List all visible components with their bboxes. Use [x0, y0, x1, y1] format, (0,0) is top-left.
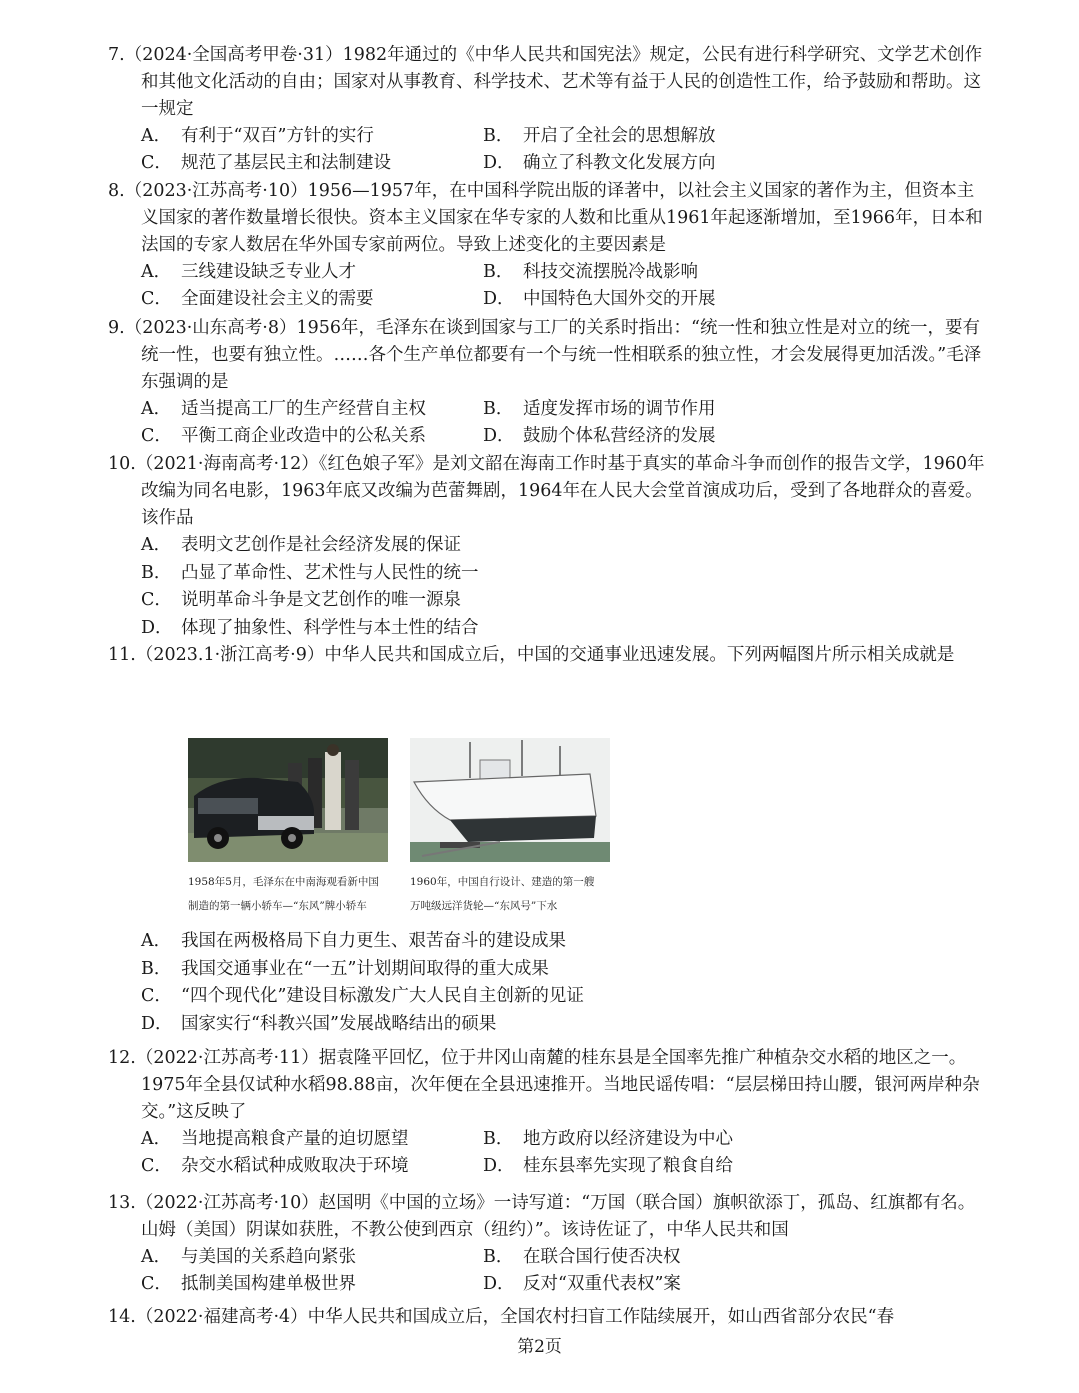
option-label: D．	[483, 1274, 515, 1294]
option-text: 表明文艺创作是社会经济发展的保证	[181, 535, 461, 555]
question-9-stem-line	[108, 315, 988, 396]
option-text: 适度发挥市场的调节作用	[523, 399, 716, 419]
option-a[interactable]	[141, 532, 988, 560]
options-grid	[108, 1126, 988, 1180]
question-stem: （2023.1·浙江高考·9）中华人民共和国成立后，中国的交通事业迅速发展。下列两幅图片所示相关成就是	[135, 645, 955, 665]
option-d[interactable]	[483, 286, 825, 313]
option-text: 反对“双重代表权”案	[523, 1274, 681, 1294]
option-label: B．	[483, 126, 514, 146]
option-label: D．	[483, 153, 515, 173]
question-stem: （2021·海南高考·12）《红色娘子军》是刘文韶在海南工作时基于真实的革命斗争而创作的报告文学，1960年改编为同名电影，1963年底又改编为芭蕾舞剧，1964年在人民大会堂首演成功后，受到了各地群众的喜爱。该作品	[135, 454, 985, 528]
option-text: 有利于“双百”方针的实行	[181, 126, 374, 146]
option-label: C．	[141, 590, 172, 610]
option-c[interactable]	[141, 1271, 483, 1298]
option-label: B．	[483, 262, 514, 282]
question-stem: （2022·江苏高考·10）赵国明《中国的立场》一诗写道：“万国（联合国）旗帜欲添丁，孤岛、红旗都有名。山姆（美国）阴谋如获胜，不教公使到西京（纽约）”。该诗佐证了，中华人民共和国	[135, 1193, 976, 1240]
option-c[interactable]	[141, 150, 483, 177]
options-grid	[108, 123, 988, 177]
question-14-stem-line	[108, 1304, 988, 1331]
option-c[interactable]	[141, 587, 988, 615]
question-number: 12.	[108, 1048, 136, 1068]
option-d[interactable]	[141, 1011, 988, 1039]
option-text: 中国特色大国外交的开展	[523, 289, 716, 309]
option-b[interactable]	[483, 1244, 825, 1271]
option-c[interactable]	[141, 423, 483, 450]
question-8-stem-line	[108, 178, 988, 259]
question-stem: （2024·全国高考甲卷·31）1982年通过的《中华人民共和国宪法》规定，公民有进行科学研究、文学艺术创作和其他文化活动的自由；国家对从事教育、科学技术、艺术等有益于人民的创造性工作，给予鼓励和帮助。这一规定	[124, 45, 983, 119]
option-label: B．	[483, 399, 514, 419]
option-text: 我国在两极格局下自力更生、艰苦奋斗的建设成果	[181, 931, 566, 951]
question-8	[108, 178, 988, 313]
option-text: 我国交通事业在“一五”计划期间取得的重大成果	[181, 958, 549, 979]
question-number: 7.	[108, 45, 125, 65]
option-b[interactable]	[141, 560, 988, 588]
option-label: C．	[141, 289, 172, 309]
option-d[interactable]	[141, 615, 988, 643]
question-stem: （2023·江苏高考·10）1956—1957年，在中国科学院出版的译著中，以社会主义国家的著作为主，但资本主义国家的著作数量增长很快。资本主义国家在华专家的人数和比重从1961年起逐渐增加，至1966年，日本和法国的专家人数居在华外国专家前两位。导致上述变化的主要因素是	[124, 181, 983, 255]
option-label: C．	[141, 1156, 172, 1176]
option-text: 规范了基层民主和法制建设	[181, 153, 391, 173]
option-label: A．	[141, 126, 172, 146]
option-text: 开启了全社会的思想解放	[523, 126, 716, 146]
option-label: D．	[141, 1013, 173, 1034]
caption-line: 万吨级远洋货轮—“东风号”下水	[410, 900, 558, 912]
question-stem: （2022·江苏高考·11）据袁隆平回忆，位于井冈山南麓的桂东县是全国率先推广种植杂交水稻的地区之一。1975年全县仅试种水稻98.88亩，次年便在全县迅速推开。当地民谣传唱：“层层梯田持山腰，银河两岸种杂交。”这反映了	[135, 1048, 980, 1122]
figure-car	[188, 738, 388, 918]
option-b[interactable]	[483, 1126, 825, 1153]
question-stem: （2022·福建高考·4）中华人民共和国成立后，全国农村扫盲工作陆续展开，如山西省部分农民“春	[135, 1307, 895, 1327]
question-number: 8.	[108, 181, 125, 201]
option-label: D．	[141, 617, 173, 638]
question-number: 10.	[108, 454, 136, 474]
option-b[interactable]	[483, 259, 825, 286]
option-label: B．	[483, 1247, 514, 1267]
option-label: B．	[141, 562, 172, 583]
question-10-stem-line	[108, 451, 988, 532]
option-a[interactable]	[141, 1244, 483, 1271]
option-text: 在联合国行使否决权	[523, 1247, 681, 1267]
option-text: “四个现代化”建设目标激发广大人民自主创新的见证	[181, 986, 584, 1006]
option-label: A．	[141, 535, 172, 555]
option-text: 确立了科教文化发展方向	[523, 153, 716, 173]
option-text: 三线建设缺乏专业人才	[181, 262, 356, 282]
options-grid	[108, 259, 988, 313]
question-10	[108, 451, 988, 642]
option-text: 当地提高粮食产量的迫切愿望	[181, 1129, 409, 1149]
option-label: A．	[141, 1247, 172, 1267]
option-label: D．	[483, 426, 515, 446]
option-c[interactable]	[141, 983, 988, 1011]
option-text: 适当提高工厂的生产经营自主权	[181, 399, 426, 419]
option-a[interactable]	[141, 123, 483, 150]
options-grid	[108, 396, 988, 450]
figure-caption	[188, 870, 388, 918]
question-number: 14.	[108, 1307, 136, 1327]
option-text: 杂交水稻试种成败取决于环境	[181, 1156, 409, 1176]
ship-photo-illustration	[410, 738, 610, 862]
question-number: 11.	[108, 645, 136, 665]
option-text: 鼓励个体私营经济的发展	[523, 426, 716, 446]
option-label: C．	[141, 153, 172, 173]
option-label: A．	[141, 262, 172, 282]
option-label: A．	[141, 931, 172, 951]
option-text: 说明革命斗争是文艺创作的唯一源泉	[181, 590, 461, 610]
option-text: 地方政府以经济建设为中心	[523, 1129, 733, 1149]
option-label: D．	[483, 1156, 515, 1176]
question-11-options	[108, 928, 988, 1038]
car-photo-illustration	[188, 738, 388, 862]
option-text: 桂东县率先实现了粮食自给	[523, 1156, 733, 1176]
option-c[interactable]	[141, 286, 483, 313]
option-label: D．	[483, 289, 515, 309]
option-text: 凸显了革命性、艺术性与人民性的统一	[181, 562, 479, 583]
question-11-stem-line	[108, 642, 988, 669]
option-d[interactable]	[483, 1153, 825, 1180]
option-d[interactable]	[483, 1271, 825, 1298]
option-c[interactable]	[141, 1153, 483, 1180]
option-text: 全面建设社会主义的需要	[181, 289, 374, 309]
figure-caption	[410, 870, 610, 918]
option-label: A．	[141, 399, 172, 419]
question-12-stem-line	[108, 1045, 988, 1126]
question-7	[108, 42, 988, 177]
option-a[interactable]	[141, 396, 483, 423]
option-label: B．	[141, 958, 172, 979]
question-number: 13.	[108, 1193, 136, 1213]
option-text: 科技交流摆脱冷战影响	[523, 262, 698, 282]
caption-line: 制造的第一辆小轿车—“东风”牌小轿车	[188, 900, 367, 912]
option-a[interactable]	[141, 928, 988, 956]
options-list	[108, 532, 988, 642]
figure-ship	[410, 738, 610, 918]
option-d[interactable]	[483, 150, 825, 177]
options-list	[108, 928, 988, 1038]
photo-ship	[410, 738, 610, 862]
option-label: C．	[141, 986, 172, 1006]
page-number: 第2页	[517, 1337, 562, 1357]
question-12	[108, 1045, 988, 1180]
question-11	[108, 642, 988, 669]
options-grid	[108, 1244, 988, 1298]
option-label: A．	[141, 1129, 172, 1149]
option-a[interactable]	[141, 259, 483, 286]
option-label: B．	[483, 1129, 514, 1149]
option-b[interactable]	[483, 123, 825, 150]
option-a[interactable]	[141, 1126, 483, 1153]
question-13	[108, 1190, 988, 1298]
option-label: C．	[141, 1274, 172, 1294]
option-b[interactable]	[141, 956, 988, 984]
photo-car	[188, 738, 388, 862]
option-text: 国家实行“科教兴国”发展战略结出的硕果	[181, 1013, 497, 1034]
option-text: 体现了抽象性、科学性与本土性的结合	[181, 617, 479, 638]
caption-line: 1958年5月，毛泽东在中南海观看新中国	[188, 876, 379, 888]
question-9	[108, 315, 988, 450]
option-text: 与美国的关系趋向紧张	[181, 1247, 356, 1267]
option-label: C．	[141, 426, 172, 446]
option-text: 平衡工商企业改造中的公私关系	[181, 426, 426, 446]
question-14	[108, 1304, 988, 1331]
option-b[interactable]	[483, 396, 825, 423]
caption-line: 1960年，中国自行设计、建造的第一艘	[410, 876, 595, 888]
option-d[interactable]	[483, 423, 825, 450]
question-13-stem-line	[108, 1190, 988, 1244]
figures	[188, 738, 608, 922]
question-stem: （2023·山东高考·8）1956年，毛泽东在谈到国家与工厂的关系时指出：“统一性和独立性是对立的统一，要有统一性，也要有独立性。……各个生产单位都要有一个与统一性相联系的独立性，才会发展得更加活泼。”毛泽东强调的是	[124, 318, 982, 392]
question-number: 9.	[108, 318, 125, 338]
question-7-stem-line	[108, 42, 988, 123]
option-text: 抵制美国构建单极世界	[181, 1274, 356, 1294]
